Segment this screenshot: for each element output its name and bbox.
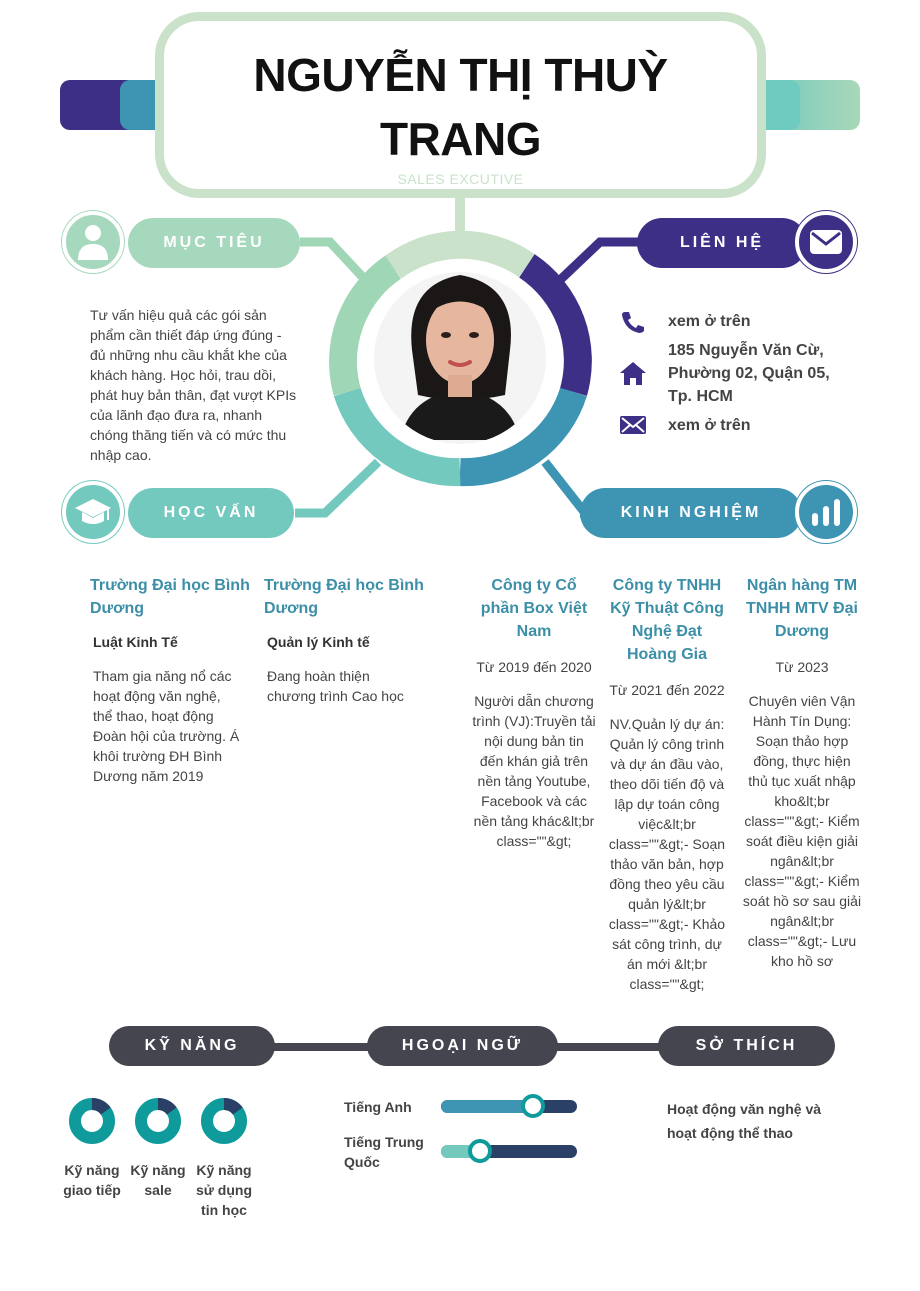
- experience-item-1: [472, 574, 596, 851]
- skills-heading: [109, 1026, 275, 1066]
- languages-heading-label: HGOẠI NGỮ: [401, 1037, 524, 1054]
- contact-address: 185 Nguyễn Văn Cừ, Phường 02, Quận 05, Tp. HCM: [668, 342, 830, 405]
- experience-period: Từ 2021 đến 2022: [609, 682, 725, 698]
- connector-education: [295, 462, 378, 513]
- education-icon-circle: [62, 481, 124, 543]
- skill-label: Kỹ năng giao tiếp: [63, 1162, 121, 1198]
- experience-desc: Người dẫn chương trình (VJ):Truyền tải nội dung bản tin đến khán giả trên nền tảng Youtube, Facebook và các nền tảng khác&lt;br class=""&gt;: [472, 693, 596, 849]
- experience-company: Công ty TNHH Kỹ Thuật Công Nghệ Đạt Hoàng Gia: [610, 577, 724, 663]
- skill-item-2: [128, 1097, 188, 1200]
- graduation-cap-icon: [73, 496, 113, 528]
- contact-heading: [637, 218, 807, 268]
- language-bar-fill: [441, 1100, 533, 1113]
- experience-period: Từ 2019 đến 2020: [476, 659, 592, 675]
- skill-donut: [68, 1097, 116, 1145]
- name-line-2: TRANG: [379, 113, 542, 165]
- skill-donut: [134, 1097, 182, 1145]
- education-major: Quản lý Kinh tế: [267, 634, 370, 650]
- experience-heading-label: KINH NGHIỆM: [620, 504, 762, 521]
- experience-desc: NV.Quản lý dự án: Quản lý công trình và dự án đầu vào, theo dõi tiến độ và lập dự toán công việc&lt;br class=""&gt;- Soạn thảo văn bản, hợp đồng theo yêu cầu quản lý&lt;br class=""&gt;- Khảo sát công trình, dự án mới &lt;br class=""&gt;: [608, 716, 726, 992]
- objective-heading: [128, 218, 300, 268]
- connector-experience: [545, 462, 585, 513]
- education-school: Trường Đại học Bình Dương: [264, 577, 424, 617]
- experience-heading: [580, 488, 802, 538]
- mail-icon: [809, 229, 843, 255]
- education-heading: [128, 488, 294, 538]
- skill-item-1: [62, 1097, 122, 1200]
- experience-period: Từ 2023: [775, 659, 829, 675]
- skill-item-3: [194, 1097, 254, 1220]
- hobbies-heading: [658, 1026, 835, 1066]
- skill-label: Kỹ năng sale: [130, 1162, 186, 1198]
- hobbies-heading-label: SỞ THÍCH: [695, 1037, 798, 1054]
- contact-heading-label: LIÊN HỆ: [679, 234, 765, 251]
- objective-text: Tư vấn hiệu quả các gói sản phẩm cần thiết đáp ứng đúng - đủ những nhu cầu khắt khe của khách hàng. Học hỏi, trau dồi, phát huy bản thân, đạt vượt KPIs của lãnh đạo đưa ra, nhanh chóng thăng tiến và có mức thu nhập cao.: [90, 307, 297, 463]
- education-desc: Đang hoàn thiện chương trình Cao học: [267, 668, 404, 704]
- stem-connector: [455, 196, 465, 232]
- connector-contact: [560, 242, 640, 280]
- contact-icon-circle: [795, 211, 857, 273]
- name-line-1: NGUYỄN THỊ THUỲ: [253, 49, 668, 101]
- language-bar-knob: [468, 1139, 492, 1163]
- education-school: Trường Đại học Bình Dương: [90, 577, 250, 617]
- job-title: SALES EXCUTIVE: [397, 171, 524, 187]
- user-icon: [75, 222, 111, 262]
- experience-company: Công ty Cổ phần Box Việt Nam: [480, 577, 588, 640]
- experience-item-3: [742, 574, 862, 971]
- experience-item-2: [606, 574, 728, 994]
- education-desc: Tham gia năng nổ các hoạt động văn nghệ, thể thao, hoạt động Đoàn hội của trường. Á khôi trường ĐH Bình Dương năm 2019: [93, 668, 240, 784]
- objective-icon-circle: [62, 211, 124, 273]
- experience-desc: Chuyên viên Vận Hành Tín Dụng: Soạn thảo hợp đồng, thực hiện thủ tục xuất nhập kho&lt;br class=""&gt;- Kiểm soát điều kiện giải ngân&lt;br class=""&gt;- Kiểm soát hồ sơ sau giải ngân&lt;br class=""&gt;- Lưu kho hồ sơ: [742, 693, 862, 969]
- email-icon: [619, 415, 647, 435]
- education-major: Luật Kinh Tế: [93, 634, 178, 650]
- ring-segment-top: [393, 245, 527, 267]
- education-heading-label: HỌC VẤN: [163, 504, 259, 521]
- hobbies-text: Hoạt động văn nghệ và hoạt động thể thao: [667, 1101, 822, 1141]
- language-label: Tiếng Anh: [344, 1099, 412, 1115]
- experience-icon-circle: [795, 481, 857, 543]
- experience-company: Ngân hàng TM TNHH MTV Đại Dương: [746, 577, 858, 640]
- language-bar-1: [441, 1100, 577, 1113]
- bar-chart-icon: [809, 497, 843, 527]
- languages-heading: [367, 1026, 558, 1066]
- central-graphic: [0, 0, 920, 560]
- education-item-1: [90, 574, 250, 786]
- phone-icon: [620, 310, 646, 334]
- objective-heading-label: MỤC TIÊU: [163, 234, 265, 251]
- language-bar-2: [441, 1145, 577, 1158]
- contact-phone: xem ở trên: [668, 313, 751, 330]
- language-bar-knob: [521, 1094, 545, 1118]
- language-label: Tiếng Trung Quốc: [344, 1134, 424, 1170]
- contact-email: xem ở trên: [668, 417, 751, 434]
- skills-heading-label: KỸ NĂNG: [144, 1037, 240, 1054]
- skill-donut: [200, 1097, 248, 1145]
- education-item-2: [264, 574, 424, 706]
- home-icon: [619, 360, 647, 386]
- skill-label: Kỹ năng sử dụng tin học: [195, 1162, 253, 1218]
